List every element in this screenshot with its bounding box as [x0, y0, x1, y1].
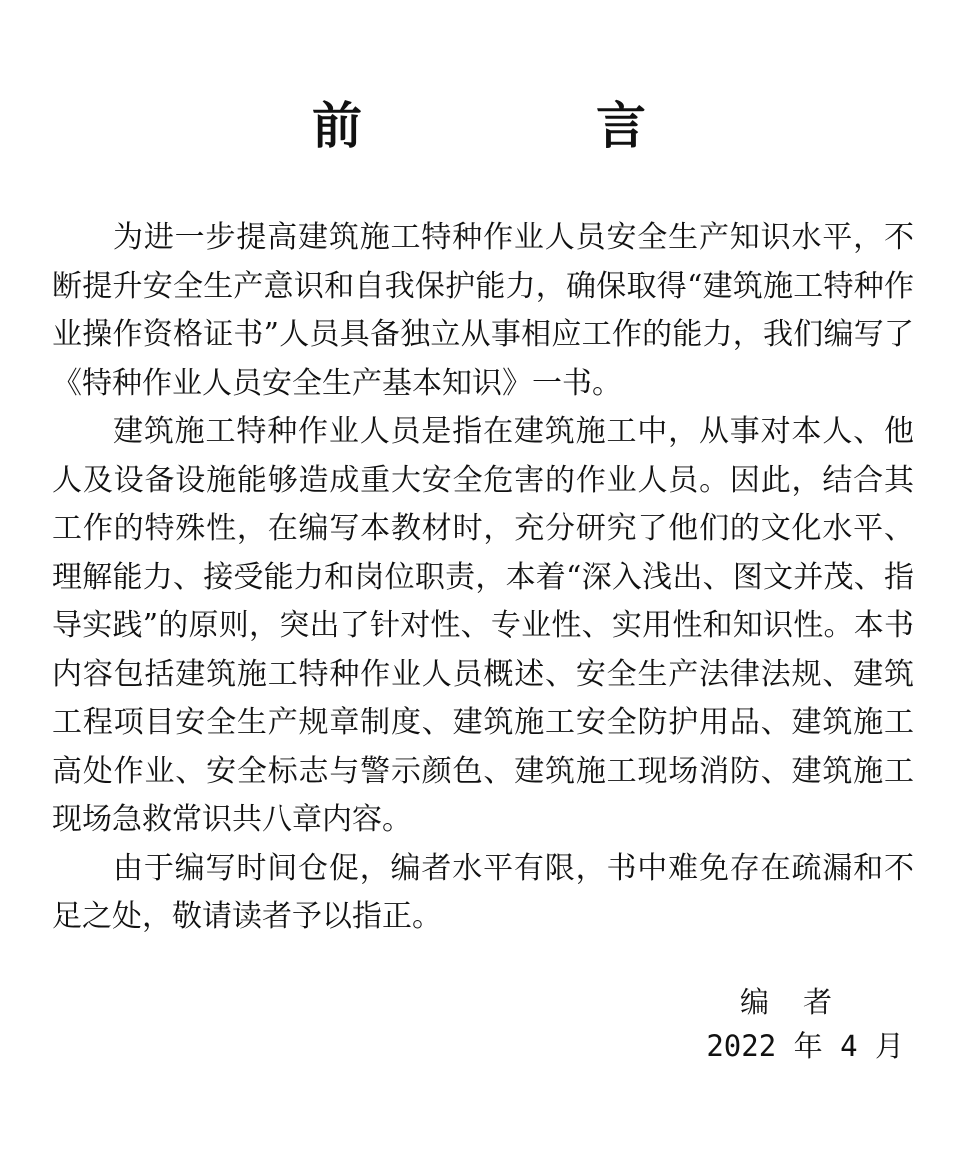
signature-date: 2022 年 4 月 [706, 1029, 904, 1063]
page-title: 前 言 [312, 95, 738, 155]
paragraph-3: 由于编写时间仓促，编者水平有限，书中难免存在疏漏和不足之处，敬请读者予以指正。 [52, 850, 914, 934]
paragraph-1: 为进一步提高建筑施工特种作业人员安全生产知识水平，不断提升安全生产意识和自我保护能力，确保取得“建筑施工特种作业操作资格证书”人员具备独立从事相应工作的能力，我们编写了《特种作业人员安全生产基本知识》一书。 [52, 220, 914, 401]
paragraph-2: 建筑施工特种作业人员是指在建筑施工中，从事对本人、他人及设备设施能够造成重大安全危害的作业人员。因此，结合其工作的特殊性，在编写本教材时，充分研究了他们的文化水平、理解能力、接受能力和岗位职责，本着“深入浅出、图文并茂、指导实践”的原则，突出了针对性、专业性、实用性和知识性。本书内容包括建筑施工特种作业人员概述、安全生产法律法规、建筑工程项目安全生产规章制度、建筑施工安全防护用品、建筑施工高处作业、安全标志与警示颜色、建筑施工现场消防、建筑施工现场急救常识共八章内容。 [52, 414, 914, 837]
signature-block [644, 980, 904, 1068]
preface-body [52, 214, 914, 942]
signature-editor: 编者 [739, 985, 866, 1019]
